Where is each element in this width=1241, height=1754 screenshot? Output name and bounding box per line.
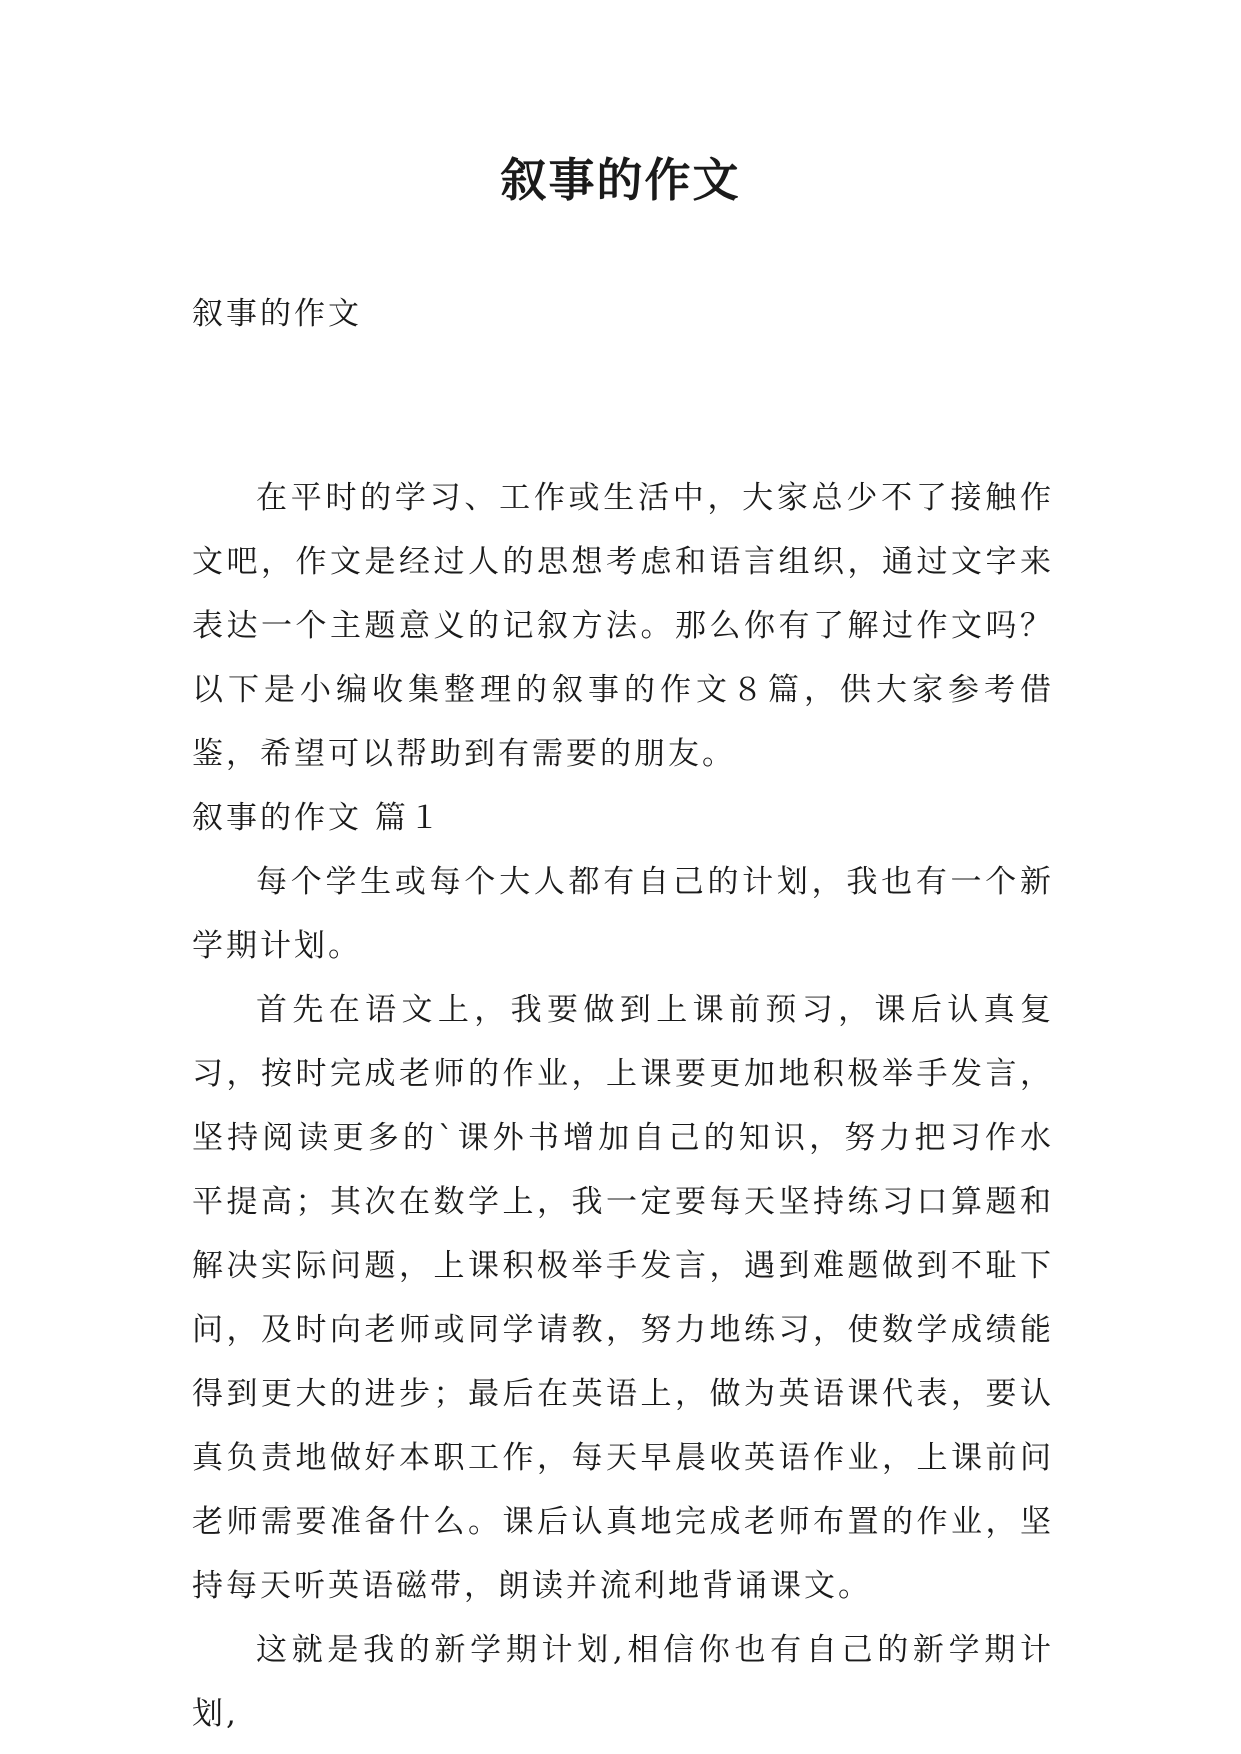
body-paragraph: 首先在语文上，我要做到上课前预习，课后认真复习，按时完成老师的作业，上课要更加地积极举手发言，坚持阅读更多的`课外书增加自己的知识，努力把习作水平提高；其次在数学上，我一定要每天坚持练习口算题和解决实际问题，上课积极举手发言，遇到难题做到不耻下问，及时向老师或同学请教，努力地练习，使数学成绩能得到更大的进步；最后在英语上，做为英语课代表，要认真负责地做好本职工作，每天早晨收英语作业，上课前问老师需要准备什么。课后认真地完成老师布置的作业，坚持每天听英语磁带，朗读并流利地背诵课文。 [192, 992, 1054, 1604]
document-body [192, 466, 1054, 1746]
body-paragraph: 每个学生或每个大人都有自己的计划，我也有一个新学期计划。 [192, 864, 1054, 964]
section-heading: 叙事的作文 篇１ [192, 800, 443, 836]
intro-paragraph: 在平时的学习、工作或生活中，大家总少不了接触作文吧，作文是经过人的思想考虑和语言组织，通过文字来表达一个主题意义的记叙方法。那么你有了解过作文吗？以下是小编收集整理的叙事的作文８篇，供大家参考借鉴，希望可以帮助到有需要的朋友。 [192, 480, 1054, 772]
document-subtitle: 叙事的作文 [192, 296, 362, 332]
document-title: 叙事的作文 [500, 153, 741, 207]
body-paragraph: 这就是我的新学期计划,相信你也有自己的新学期计划, [192, 1632, 1054, 1732]
